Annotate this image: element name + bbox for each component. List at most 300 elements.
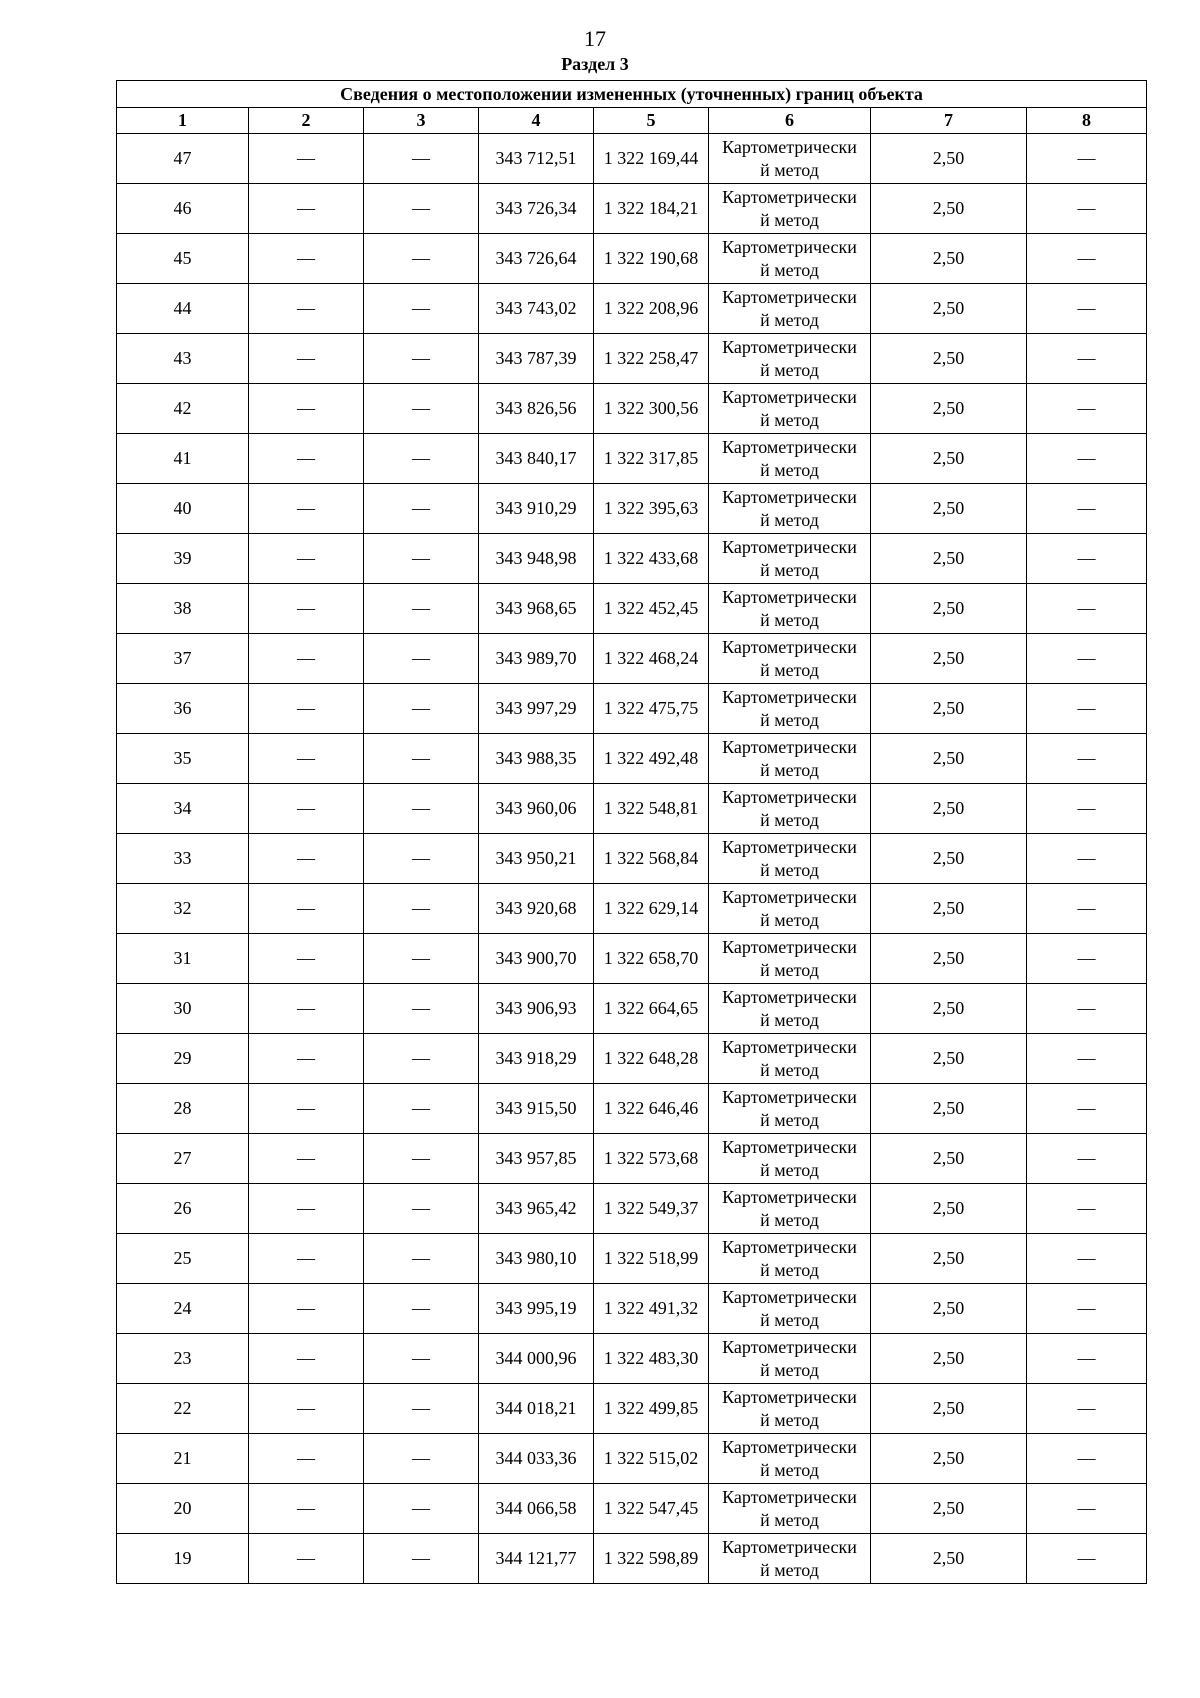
method-line: й метод — [760, 959, 819, 980]
empty-value-cell: — — [249, 834, 364, 884]
method-line: й метод — [760, 1309, 819, 1330]
coordinate-x-cell: 343 826,56 — [479, 384, 594, 434]
coordinate-y-cell: 1 322 395,63 — [594, 484, 709, 534]
column-number: 6 — [709, 108, 871, 134]
column-number: 1 — [117, 108, 249, 134]
column-number: 8 — [1027, 108, 1147, 134]
point-number-cell: 22 — [117, 1384, 249, 1434]
empty-value-cell: — — [249, 334, 364, 384]
point-number-cell: 26 — [117, 1184, 249, 1234]
method-line: й метод — [760, 459, 819, 480]
method-cell — [709, 284, 871, 334]
page-number: 17 — [584, 26, 606, 51]
point-number-cell: 39 — [117, 534, 249, 584]
coordinate-y-cell: 1 322 568,84 — [594, 834, 709, 884]
empty-value-cell: — — [249, 1434, 364, 1484]
method-cell — [709, 1434, 871, 1484]
accuracy-cell: 2,50 — [871, 734, 1027, 784]
table-row — [117, 284, 1147, 334]
coordinate-y-cell: 1 322 475,75 — [594, 684, 709, 734]
table-row — [117, 834, 1147, 884]
empty-value-cell: — — [249, 184, 364, 234]
method-line: Картометрически — [722, 736, 857, 757]
empty-value-cell: — — [1027, 1334, 1147, 1384]
method-cell — [709, 1084, 871, 1134]
coordinate-x-cell: 344 033,36 — [479, 1434, 594, 1484]
table-row — [117, 1234, 1147, 1284]
method-line: й метод — [760, 359, 819, 380]
empty-value-cell: — — [364, 334, 479, 384]
empty-value-cell: — — [249, 1184, 364, 1234]
empty-value-cell: — — [1027, 1484, 1147, 1534]
coordinate-y-cell: 1 322 658,70 — [594, 934, 709, 984]
method-line: Картометрически — [722, 986, 857, 1007]
table-row — [117, 1084, 1147, 1134]
coordinate-x-cell: 343 950,21 — [479, 834, 594, 884]
method-line: й метод — [760, 559, 819, 580]
method-line: Картометрически — [722, 286, 857, 307]
point-number-cell: 23 — [117, 1334, 249, 1384]
accuracy-cell: 2,50 — [871, 1284, 1027, 1334]
point-number-cell: 40 — [117, 484, 249, 534]
empty-value-cell: — — [364, 984, 479, 1034]
accuracy-cell: 2,50 — [871, 1534, 1027, 1584]
point-number-cell: 34 — [117, 784, 249, 834]
empty-value-cell: — — [364, 934, 479, 984]
empty-value-cell: — — [364, 834, 479, 884]
coordinate-x-cell: 343 726,34 — [479, 184, 594, 234]
table-row — [117, 1334, 1147, 1384]
method-line: й метод — [760, 159, 819, 180]
method-line: й метод — [760, 859, 819, 880]
empty-value-cell: — — [1027, 1434, 1147, 1484]
empty-value-cell: — — [364, 1384, 479, 1434]
table-row — [117, 134, 1147, 184]
method-line: й метод — [760, 259, 819, 280]
method-line: Картометрически — [722, 486, 857, 507]
empty-value-cell: — — [249, 634, 364, 684]
coordinate-x-cell: 343 840,17 — [479, 434, 594, 484]
method-cell — [709, 384, 871, 434]
point-number-cell: 19 — [117, 1534, 249, 1584]
empty-value-cell: — — [1027, 984, 1147, 1034]
empty-value-cell: — — [1027, 1284, 1147, 1334]
point-number-cell: 32 — [117, 884, 249, 934]
coordinate-y-cell: 1 322 483,30 — [594, 1334, 709, 1384]
point-number-cell: 29 — [117, 1034, 249, 1084]
coordinate-x-cell: 343 918,29 — [479, 1034, 594, 1084]
method-line: Картометрически — [722, 1136, 857, 1157]
coordinate-y-cell: 1 322 317,85 — [594, 434, 709, 484]
accuracy-cell: 2,50 — [871, 1384, 1027, 1434]
empty-value-cell: — — [249, 584, 364, 634]
method-cell — [709, 134, 871, 184]
accuracy-cell: 2,50 — [871, 834, 1027, 884]
point-number-cell: 30 — [117, 984, 249, 1034]
method-line: Картометрически — [722, 536, 857, 557]
empty-value-cell: — — [364, 134, 479, 184]
empty-value-cell: — — [364, 184, 479, 234]
method-line: й метод — [760, 1209, 819, 1230]
accuracy-cell: 2,50 — [871, 584, 1027, 634]
method-cell — [709, 1034, 871, 1084]
method-line: й метод — [760, 659, 819, 680]
method-line: Картометрически — [722, 1086, 857, 1107]
table-row — [117, 334, 1147, 384]
point-number-cell: 43 — [117, 334, 249, 384]
method-line: Картометрически — [722, 786, 857, 807]
coordinate-x-cell: 344 121,77 — [479, 1534, 594, 1584]
accuracy-cell: 2,50 — [871, 634, 1027, 684]
empty-value-cell: — — [364, 1234, 479, 1284]
empty-value-cell: — — [1027, 734, 1147, 784]
coordinate-y-cell: 1 322 646,46 — [594, 1084, 709, 1134]
empty-value-cell: — — [364, 584, 479, 634]
accuracy-cell: 2,50 — [871, 984, 1027, 1034]
method-line: Картометрически — [722, 636, 857, 657]
table-row — [117, 534, 1147, 584]
method-line: Картометрически — [722, 1036, 857, 1057]
empty-value-cell: — — [1027, 384, 1147, 434]
accuracy-cell: 2,50 — [871, 1484, 1027, 1534]
empty-value-cell: — — [249, 284, 364, 334]
coordinate-y-cell: 1 322 573,68 — [594, 1134, 709, 1184]
coordinate-x-cell: 344 066,58 — [479, 1484, 594, 1534]
method-line: й метод — [760, 1059, 819, 1080]
empty-value-cell: — — [249, 1534, 364, 1584]
table-row — [117, 684, 1147, 734]
accuracy-cell: 2,50 — [871, 134, 1027, 184]
method-cell — [709, 984, 871, 1034]
empty-value-cell: — — [364, 1484, 479, 1534]
point-number-cell: 28 — [117, 1084, 249, 1134]
method-line: й метод — [760, 709, 819, 730]
method-line: Картометрически — [722, 436, 857, 457]
empty-value-cell: — — [364, 1284, 479, 1334]
method-cell — [709, 884, 871, 934]
empty-value-cell: — — [249, 1334, 364, 1384]
section-title: Раздел 3 — [561, 54, 629, 74]
method-line: й метод — [760, 1559, 819, 1580]
point-number-cell: 25 — [117, 1234, 249, 1284]
empty-value-cell: — — [364, 234, 479, 284]
empty-value-cell: — — [364, 1534, 479, 1584]
method-line: Картометрически — [722, 586, 857, 607]
table-title: Сведения о местоположении измененных (уточненных) границ объекта — [117, 81, 1147, 108]
method-line: Картометрически — [722, 1386, 857, 1407]
table-row — [117, 1184, 1147, 1234]
empty-value-cell: — — [364, 1134, 479, 1184]
table-row — [117, 484, 1147, 534]
method-line: Картометрически — [722, 386, 857, 407]
table-row — [117, 384, 1147, 434]
accuracy-cell: 2,50 — [871, 1134, 1027, 1184]
table-row — [117, 1534, 1147, 1584]
empty-value-cell: — — [249, 984, 364, 1034]
point-number-cell: 41 — [117, 434, 249, 484]
point-number-cell: 37 — [117, 634, 249, 684]
coordinate-y-cell: 1 322 515,02 — [594, 1434, 709, 1484]
boundary-table — [116, 80, 1147, 1584]
method-line: Картометрически — [722, 1436, 857, 1457]
coordinate-y-cell: 1 322 190,68 — [594, 234, 709, 284]
coordinate-y-cell: 1 322 258,47 — [594, 334, 709, 384]
method-cell — [709, 584, 871, 634]
table-row — [117, 1134, 1147, 1184]
empty-value-cell: — — [249, 534, 364, 584]
coordinate-x-cell: 343 906,93 — [479, 984, 594, 1034]
coordinate-y-cell: 1 322 300,56 — [594, 384, 709, 434]
table-body — [117, 134, 1147, 1584]
empty-value-cell: — — [249, 134, 364, 184]
empty-value-cell: — — [1027, 934, 1147, 984]
coordinate-x-cell: 343 989,70 — [479, 634, 594, 684]
empty-value-cell: — — [1027, 784, 1147, 834]
coordinate-x-cell: 343 957,85 — [479, 1134, 594, 1184]
point-number-cell: 42 — [117, 384, 249, 434]
method-cell — [709, 634, 871, 684]
coordinate-x-cell: 343 988,35 — [479, 734, 594, 784]
accuracy-cell: 2,50 — [871, 534, 1027, 584]
empty-value-cell: — — [364, 1434, 479, 1484]
table-row — [117, 434, 1147, 484]
empty-value-cell: — — [1027, 1184, 1147, 1234]
column-number-row — [117, 108, 1147, 134]
empty-value-cell: — — [364, 1084, 479, 1134]
empty-value-cell: — — [1027, 534, 1147, 584]
method-line: й метод — [760, 1009, 819, 1030]
coordinate-y-cell: 1 322 664,65 — [594, 984, 709, 1034]
method-line: Картометрически — [722, 336, 857, 357]
empty-value-cell: — — [1027, 1384, 1147, 1434]
coordinate-y-cell: 1 322 433,68 — [594, 534, 709, 584]
method-line: Картометрически — [722, 1286, 857, 1307]
empty-value-cell: — — [249, 1034, 364, 1084]
empty-value-cell: — — [1027, 184, 1147, 234]
method-cell — [709, 1484, 871, 1534]
method-line: й метод — [760, 509, 819, 530]
method-line: Картометрически — [722, 236, 857, 257]
method-cell — [709, 1284, 871, 1334]
method-cell — [709, 334, 871, 384]
table-row — [117, 184, 1147, 234]
method-cell — [709, 1384, 871, 1434]
accuracy-cell: 2,50 — [871, 334, 1027, 384]
method-cell — [709, 534, 871, 584]
table-row — [117, 1384, 1147, 1434]
method-line: Картометрически — [722, 1336, 857, 1357]
point-number-cell: 27 — [117, 1134, 249, 1184]
accuracy-cell: 2,50 — [871, 784, 1027, 834]
empty-value-cell: — — [249, 734, 364, 784]
table-row — [117, 634, 1147, 684]
coordinate-y-cell: 1 322 648,28 — [594, 1034, 709, 1084]
table-row — [117, 784, 1147, 834]
coordinate-y-cell: 1 322 598,89 — [594, 1534, 709, 1584]
point-number-cell: 46 — [117, 184, 249, 234]
coordinate-y-cell: 1 322 499,85 — [594, 1384, 709, 1434]
method-line: й метод — [760, 809, 819, 830]
method-line: й метод — [760, 1459, 819, 1480]
empty-value-cell: — — [1027, 884, 1147, 934]
coordinate-x-cell: 343 743,02 — [479, 284, 594, 334]
method-line: й метод — [760, 1109, 819, 1130]
empty-value-cell: — — [249, 1284, 364, 1334]
empty-value-cell: — — [249, 1384, 364, 1434]
point-number-cell: 44 — [117, 284, 249, 334]
table-row — [117, 1484, 1147, 1534]
table-row — [117, 584, 1147, 634]
accuracy-cell: 2,50 — [871, 1084, 1027, 1134]
method-line: Картометрически — [722, 186, 857, 207]
empty-value-cell: — — [249, 1134, 364, 1184]
empty-value-cell: — — [1027, 1534, 1147, 1584]
coordinate-x-cell: 343 915,50 — [479, 1084, 594, 1134]
coordinate-x-cell: 343 980,10 — [479, 1234, 594, 1284]
method-cell — [709, 1184, 871, 1234]
accuracy-cell: 2,50 — [871, 884, 1027, 934]
method-cell — [709, 934, 871, 984]
method-cell — [709, 434, 871, 484]
method-line: й метод — [760, 309, 819, 330]
empty-value-cell: — — [1027, 634, 1147, 684]
coordinate-y-cell: 1 322 468,24 — [594, 634, 709, 684]
table-row — [117, 234, 1147, 284]
empty-value-cell: — — [249, 784, 364, 834]
method-line: й метод — [760, 1409, 819, 1430]
empty-value-cell: — — [1027, 334, 1147, 384]
empty-value-cell: — — [1027, 134, 1147, 184]
accuracy-cell: 2,50 — [871, 1334, 1027, 1384]
method-line: й метод — [760, 609, 819, 630]
table-row — [117, 1434, 1147, 1484]
empty-value-cell: — — [249, 884, 364, 934]
empty-value-cell: — — [249, 1484, 364, 1534]
empty-value-cell: — — [1027, 1084, 1147, 1134]
coordinate-x-cell: 343 995,19 — [479, 1284, 594, 1334]
empty-value-cell: — — [364, 1034, 479, 1084]
empty-value-cell: — — [249, 1084, 364, 1134]
coordinate-y-cell: 1 322 184,21 — [594, 184, 709, 234]
empty-value-cell: — — [249, 934, 364, 984]
table-row — [117, 734, 1147, 784]
empty-value-cell: — — [364, 484, 479, 534]
method-line: Картометрически — [722, 1536, 857, 1557]
coordinate-x-cell: 343 960,06 — [479, 784, 594, 834]
empty-value-cell: — — [364, 784, 479, 834]
empty-value-cell: — — [1027, 834, 1147, 884]
accuracy-cell: 2,50 — [871, 684, 1027, 734]
coordinate-x-cell: 343 712,51 — [479, 134, 594, 184]
coordinate-y-cell: 1 322 549,37 — [594, 1184, 709, 1234]
method-line: Картометрически — [722, 686, 857, 707]
empty-value-cell: — — [1027, 234, 1147, 284]
coordinate-y-cell: 1 322 491,32 — [594, 1284, 709, 1334]
coordinate-x-cell: 343 948,98 — [479, 534, 594, 584]
empty-value-cell: — — [364, 284, 479, 334]
coordinate-y-cell: 1 322 169,44 — [594, 134, 709, 184]
table-row — [117, 934, 1147, 984]
coordinate-x-cell: 344 018,21 — [479, 1384, 594, 1434]
point-number-cell: 33 — [117, 834, 249, 884]
method-line: Картометрически — [722, 1186, 857, 1207]
point-number-cell: 45 — [117, 234, 249, 284]
coordinate-y-cell: 1 322 492,48 — [594, 734, 709, 784]
table-row — [117, 1034, 1147, 1084]
accuracy-cell: 2,50 — [871, 284, 1027, 334]
empty-value-cell: — — [1027, 434, 1147, 484]
table-row — [117, 884, 1147, 934]
coordinate-x-cell: 343 968,65 — [479, 584, 594, 634]
empty-value-cell: — — [364, 634, 479, 684]
empty-value-cell: — — [364, 434, 479, 484]
coordinate-y-cell: 1 322 629,14 — [594, 884, 709, 934]
empty-value-cell: — — [364, 534, 479, 584]
column-number: 4 — [479, 108, 594, 134]
empty-value-cell: — — [1027, 684, 1147, 734]
point-number-cell: 24 — [117, 1284, 249, 1334]
point-number-cell: 47 — [117, 134, 249, 184]
point-number-cell: 20 — [117, 1484, 249, 1534]
accuracy-cell: 2,50 — [871, 1184, 1027, 1234]
method-line: й метод — [760, 409, 819, 430]
column-number: 3 — [364, 108, 479, 134]
empty-value-cell: — — [249, 484, 364, 534]
method-line: Картометрически — [722, 936, 857, 957]
accuracy-cell: 2,50 — [871, 1234, 1027, 1284]
accuracy-cell: 2,50 — [871, 934, 1027, 984]
empty-value-cell: — — [1027, 1234, 1147, 1284]
method-line: Картометрически — [722, 136, 857, 157]
method-cell — [709, 784, 871, 834]
method-cell — [709, 184, 871, 234]
empty-value-cell: — — [364, 384, 479, 434]
coordinate-x-cell: 343 965,42 — [479, 1184, 594, 1234]
method-line: й метод — [760, 1259, 819, 1280]
accuracy-cell: 2,50 — [871, 1434, 1027, 1484]
empty-value-cell: — — [1027, 1034, 1147, 1084]
point-number-cell: 35 — [117, 734, 249, 784]
empty-value-cell: — — [249, 234, 364, 284]
method-cell — [709, 1234, 871, 1284]
coordinate-y-cell: 1 322 518,99 — [594, 1234, 709, 1284]
point-number-cell: 21 — [117, 1434, 249, 1484]
empty-value-cell: — — [249, 434, 364, 484]
point-number-cell: 36 — [117, 684, 249, 734]
method-cell — [709, 1134, 871, 1184]
method-cell — [709, 234, 871, 284]
method-cell — [709, 484, 871, 534]
coordinate-x-cell: 343 910,29 — [479, 484, 594, 534]
accuracy-cell: 2,50 — [871, 434, 1027, 484]
accuracy-cell: 2,50 — [871, 1034, 1027, 1084]
coordinate-x-cell: 343 900,70 — [479, 934, 594, 984]
method-line: й метод — [760, 1509, 819, 1530]
method-cell — [709, 1534, 871, 1584]
method-line: й метод — [760, 1159, 819, 1180]
empty-value-cell: — — [1027, 484, 1147, 534]
accuracy-cell: 2,50 — [871, 184, 1027, 234]
coordinate-y-cell: 1 322 452,45 — [594, 584, 709, 634]
table-row — [117, 1284, 1147, 1334]
method-line: Картометрически — [722, 886, 857, 907]
empty-value-cell: — — [249, 1234, 364, 1284]
method-cell — [709, 834, 871, 884]
column-number: 5 — [594, 108, 709, 134]
coordinate-y-cell: 1 322 208,96 — [594, 284, 709, 334]
coordinate-x-cell: 343 726,64 — [479, 234, 594, 284]
accuracy-cell: 2,50 — [871, 384, 1027, 434]
